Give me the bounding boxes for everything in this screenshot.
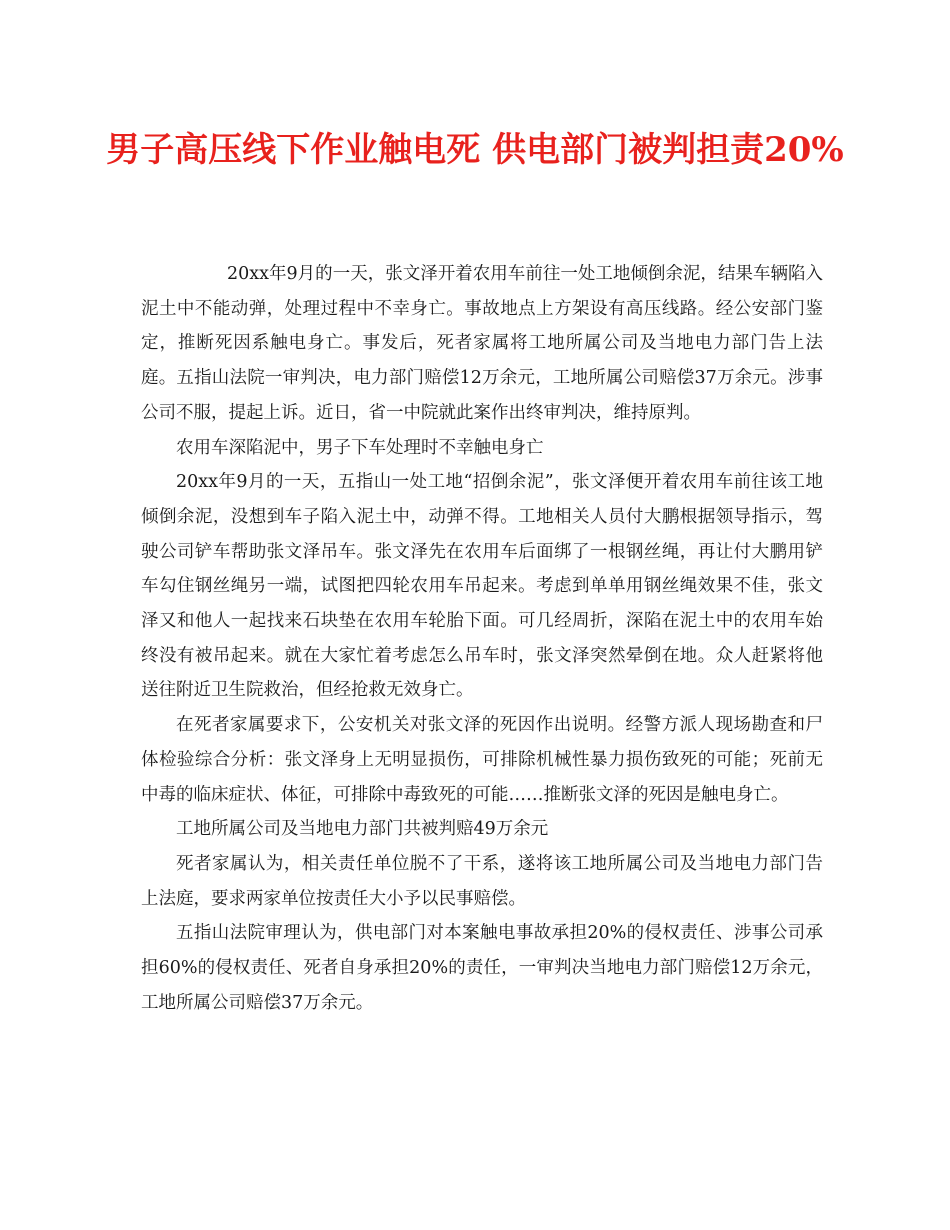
paragraph-lawsuit: 死者家属认为，相关责任单位脱不了干系，遂将该工地所属公司及当地电力部门告上法庭，要求两家单位按责任大小予以民事赔偿。 [141, 853, 823, 909]
paragraph-cause-of-death: 在死者家属要求下，公安机关对张文泽的死因作出说明。经警方派人现场勘查和尸体检验综合分析：张文泽身上无明显损伤，可排除机械性暴力损伤致死的可能；死前无中毒的临床症状、体征，可排除中毒致死的可能……推断张文泽的死因是触电身亡。 [141, 715, 823, 805]
paragraph-intro: 20xx年9月的一天，张文泽开着农用车前往一处工地倾倒余泥，结果车辆陷入泥土中不能动弹，处理过程中不幸身亡。事故地点上方架设有高压线路。经公安部门鉴定，推断死因系触电身亡。事发后，死者家属将工地所属公司及当地电力部门告上法庭。五指山法院一审判决，电力部门赔偿12万余元，工地所属公司赔偿37万余元。涉事公司不服，提起上诉。近日，省一中院就此案作出终审判决，维持原判。 [141, 264, 823, 423]
document-body [141, 257, 823, 1020]
paragraph-judgment: 五指山法院审理认为，供电部门对本案触电事故承担20%的侵权责任、涉事公司承担60%的侵权责任、死者自身承担20%的责任，一审判决当地电力部门赔偿12万余元，工地所属公司赔偿37万余元。 [141, 923, 823, 1013]
section-heading-compensation: 工地所属公司及当地电力部门共被判赔49万余元 [176, 819, 549, 840]
section-heading-accident: 农用车深陷泥中，男子下车处理时不幸触电身亡 [176, 437, 544, 458]
paragraph-accident: 20xx年9月的一天，五指山一处工地“招倒余泥”，张文泽便开着农用车前往该工地倾倒余泥，没想到车子陷入泥土中，动弹不得。工地相关人员付大鹏根据领导指示，驾驶公司铲车帮助张文泽吊车。张文泽先在农用车后面绑了一根钢丝绳，再让付大鹏用铲车勾住钢丝绳另一端，试图把四轮农用车吊起来。考虑到单单用钢丝绳效果不佳，张文泽又和他人一起找来石块垫在农用车轮胎下面。可几经周折，深陷在泥土中的农用车始终没有被吊起来。就在大家忙着考虑怎么吊车时，张文泽突然晕倒在地。众人赶紧将他送往附近卫生院救治，但经抢救无效身亡。 [141, 472, 823, 701]
document-title: 男子高压线下作业触电死 供电部门被判担责20% [106, 130, 844, 170]
